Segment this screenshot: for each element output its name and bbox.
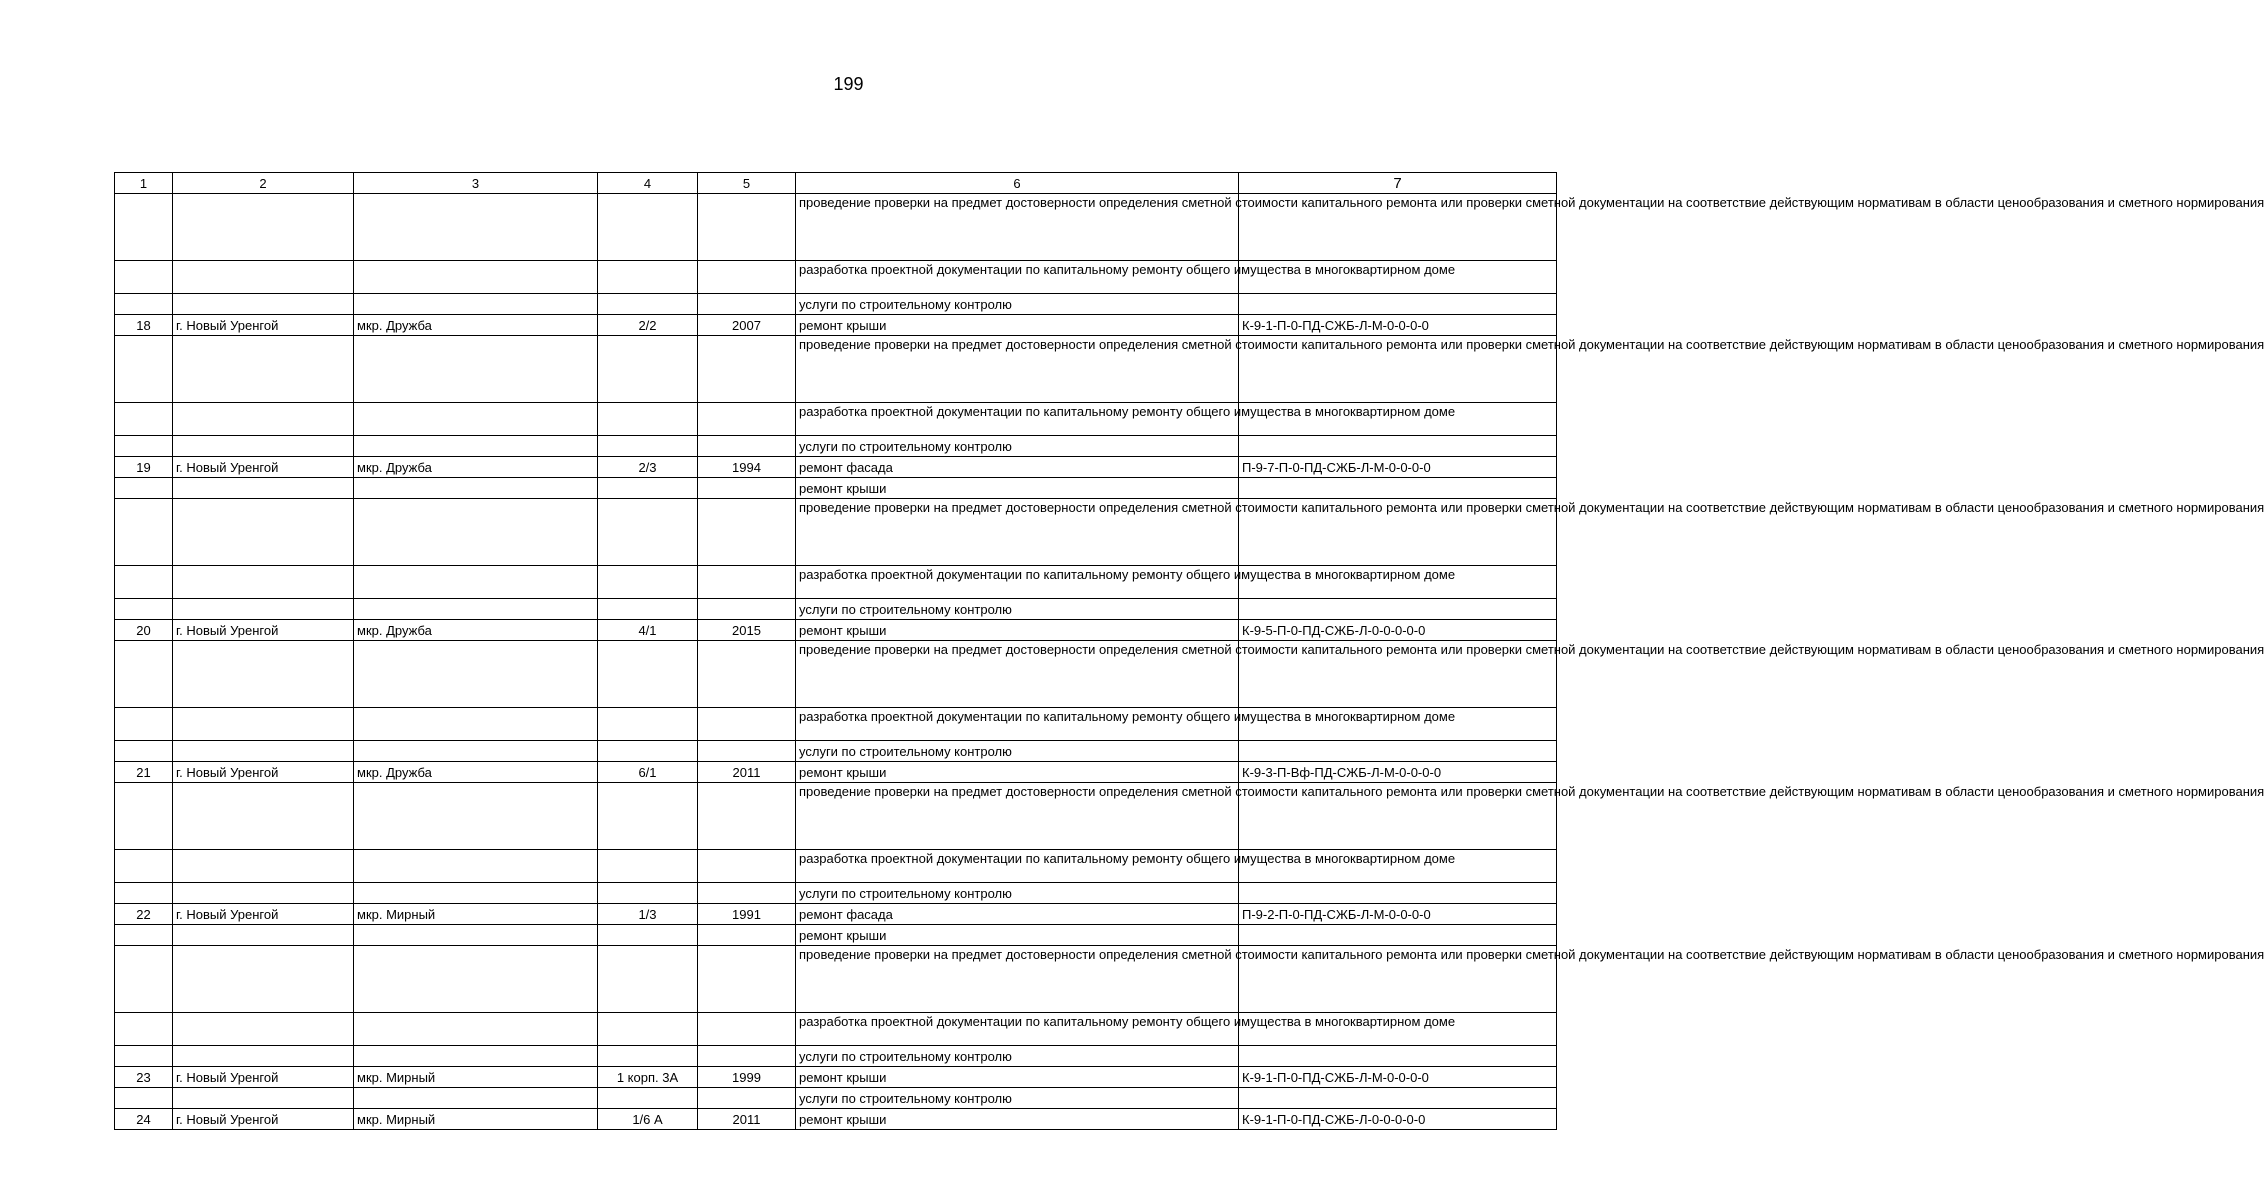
table-row xyxy=(115,261,1557,294)
cell-house-number: 4/1 xyxy=(598,620,698,641)
cell-year-built xyxy=(698,850,796,883)
cell-row-number xyxy=(115,883,173,904)
cell-work-type: разработка проектной документации по капитальному ремонту общего имущества в многоквартирном доме xyxy=(796,261,1239,294)
cell-house-number xyxy=(598,925,698,946)
table-row xyxy=(115,1046,1557,1067)
cell-year-built xyxy=(698,599,796,620)
cell-work-type: разработка проектной документации по капитальному ремонту общего имущества в многоквартирном доме xyxy=(796,708,1239,741)
cell-row-number xyxy=(115,708,173,741)
cell-row-number xyxy=(115,499,173,566)
cell-work-type: ремонт фасада xyxy=(796,904,1239,925)
cell-street xyxy=(354,336,598,403)
cell-work-type: проведение проверки на предмет достоверности определения сметной стоимости капитального ремонта или проверки сметной документации на соответствие действующим нормативам в области ценообразования и сметного нормирования xyxy=(796,194,1239,261)
cell-city: г. Новый Уренгой xyxy=(173,315,354,336)
cell-street xyxy=(354,708,598,741)
cell-house-number xyxy=(598,403,698,436)
cell-street xyxy=(354,883,598,904)
cell-row-number xyxy=(115,336,173,403)
cell-year-built xyxy=(698,336,796,403)
table-row xyxy=(115,1109,1557,1130)
cell-street xyxy=(354,403,598,436)
cell-street xyxy=(354,436,598,457)
cell-city xyxy=(173,883,354,904)
cell-work-type: проведение проверки на предмет достоверности определения сметной стоимости капитального ремонта или проверки сметной документации на соответствие действующим нормативам в области ценообразования и сметного нормирования xyxy=(796,946,1239,1013)
table-row xyxy=(115,457,1557,478)
table-row xyxy=(115,599,1557,620)
cell-house-number xyxy=(598,641,698,708)
cell-row-number: 18 xyxy=(115,315,173,336)
cell-row-number xyxy=(115,403,173,436)
cell-year-built xyxy=(698,925,796,946)
cell-house-number: 1/3 xyxy=(598,904,698,925)
cell-city xyxy=(173,641,354,708)
cell-house-number xyxy=(598,946,698,1013)
table-row xyxy=(115,315,1557,336)
cell-year-built xyxy=(698,946,796,1013)
table-row xyxy=(115,1013,1557,1046)
cell-city xyxy=(173,946,354,1013)
table-row xyxy=(115,194,1557,261)
cell-year-built: 2011 xyxy=(698,762,796,783)
cell-city xyxy=(173,925,354,946)
cell-street xyxy=(354,599,598,620)
cell-year-built xyxy=(698,783,796,850)
table-row xyxy=(115,336,1557,403)
header-col-7: 7 xyxy=(1239,173,1557,194)
cell-year-built xyxy=(698,641,796,708)
cell-street xyxy=(354,850,598,883)
cell-house-number xyxy=(598,850,698,883)
cell-house-number xyxy=(598,478,698,499)
header-col-5: 5 xyxy=(698,173,796,194)
table-row xyxy=(115,294,1557,315)
cell-city xyxy=(173,599,354,620)
cell-year-built: 1994 xyxy=(698,457,796,478)
cell-house-number xyxy=(598,783,698,850)
cell-street xyxy=(354,1046,598,1067)
cell-house-number: 2/2 xyxy=(598,315,698,336)
cell-building-code: К-9-3-П-Вф-ПД-СЖБ-Л-М-0-0-0-0 xyxy=(1239,762,1557,783)
table-body xyxy=(115,194,2264,1130)
cell-house-number xyxy=(598,261,698,294)
cell-row-number xyxy=(115,294,173,315)
cell-year-built: 1991 xyxy=(698,904,796,925)
cell-work-type: ремонт крыши xyxy=(796,478,1239,499)
cell-work-type: проведение проверки на предмет достоверности определения сметной стоимости капитального ремонта или проверки сметной документации на соответствие действующим нормативам в области ценообразования и сметного нормирования xyxy=(796,499,1239,566)
cell-city xyxy=(173,436,354,457)
cell-row-number: 21 xyxy=(115,762,173,783)
cell-row-number xyxy=(115,946,173,1013)
cell-street xyxy=(354,499,598,566)
header-col-2: 2 xyxy=(173,173,354,194)
cell-house-number xyxy=(598,599,698,620)
table-row xyxy=(115,925,1557,946)
cell-work-type: ремонт крыши xyxy=(796,620,1239,641)
cell-year-built xyxy=(698,566,796,599)
cell-year-built xyxy=(698,741,796,762)
cell-year-built: 2007 xyxy=(698,315,796,336)
cell-row-number xyxy=(115,741,173,762)
cell-row-number xyxy=(115,599,173,620)
cell-city xyxy=(173,1013,354,1046)
cell-row-number xyxy=(115,478,173,499)
cell-building-code xyxy=(1239,741,1557,762)
cell-row-number xyxy=(115,850,173,883)
cell-row-number xyxy=(115,641,173,708)
cell-year-built xyxy=(698,1046,796,1067)
cell-year-built xyxy=(698,499,796,566)
cell-city xyxy=(173,741,354,762)
header-col-3: 3 xyxy=(354,173,598,194)
cell-row-number xyxy=(115,194,173,261)
cell-work-type: услуги по строительному контролю xyxy=(796,1088,1239,1109)
cell-building-code: П-9-7-П-0-ПД-СЖБ-Л-М-0-0-0-0 xyxy=(1239,457,1557,478)
cell-house-number: 6/1 xyxy=(598,762,698,783)
cell-row-number xyxy=(115,261,173,294)
cell-work-type: ремонт крыши xyxy=(796,315,1239,336)
page-number: 199 xyxy=(833,74,864,94)
cell-building-code xyxy=(1239,925,1557,946)
cell-work-type: ремонт крыши xyxy=(796,1067,1239,1088)
cell-row-number: 24 xyxy=(115,1109,173,1130)
table-row xyxy=(115,620,1557,641)
cell-building-code: П-9-2-П-0-ПД-СЖБ-Л-М-0-0-0-0 xyxy=(1239,904,1557,925)
cell-house-number xyxy=(598,741,698,762)
cell-work-type: разработка проектной документации по капитальному ремонту общего имущества в многоквартирном доме xyxy=(796,566,1239,599)
cell-work-type: услуги по строительному контролю xyxy=(796,599,1239,620)
table-row xyxy=(115,1088,1557,1109)
cell-year-built: 2015 xyxy=(698,620,796,641)
cell-city: г. Новый Уренгой xyxy=(173,620,354,641)
cell-year-built xyxy=(698,478,796,499)
cell-street: мкр. Мирный xyxy=(354,1067,598,1088)
cell-building-code xyxy=(1239,436,1557,457)
cell-year-built xyxy=(698,1013,796,1046)
cell-year-built xyxy=(698,436,796,457)
cell-row-number: 22 xyxy=(115,904,173,925)
table-row xyxy=(115,641,1557,708)
table-row xyxy=(115,946,1557,1013)
cell-year-built: 1999 xyxy=(698,1067,796,1088)
cell-street: мкр. Дружба xyxy=(354,457,598,478)
cell-work-type: ремонт крыши xyxy=(796,762,1239,783)
cell-row-number xyxy=(115,783,173,850)
cell-house-number xyxy=(598,1088,698,1109)
cell-building-code: К-9-1-П-0-ПД-СЖБ-Л-М-0-0-0-0 xyxy=(1239,315,1557,336)
cell-row-number: 19 xyxy=(115,457,173,478)
cell-building-code xyxy=(1239,599,1557,620)
header-col-1: 1 xyxy=(115,173,173,194)
cell-city xyxy=(173,783,354,850)
cell-building-code xyxy=(1239,478,1557,499)
cell-year-built xyxy=(698,708,796,741)
cell-house-number: 1/6 А xyxy=(598,1109,698,1130)
cell-house-number xyxy=(598,499,698,566)
cell-street: мкр. Мирный xyxy=(354,904,598,925)
cell-year-built xyxy=(698,403,796,436)
cell-year-built xyxy=(698,1088,796,1109)
cell-row-number xyxy=(115,566,173,599)
cell-street: мкр. Мирный xyxy=(354,1109,598,1130)
cell-city xyxy=(173,850,354,883)
cell-building-code: К-9-1-П-0-ПД-СЖБ-Л-М-0-0-0-0 xyxy=(1239,1067,1557,1088)
table-row xyxy=(115,436,1557,457)
table-row xyxy=(115,478,1557,499)
cell-street xyxy=(354,925,598,946)
cell-year-built: 2011 xyxy=(698,1109,796,1130)
cell-city: г. Новый Уренгой xyxy=(173,1067,354,1088)
cell-house-number xyxy=(598,1046,698,1067)
cell-street xyxy=(354,261,598,294)
cell-city xyxy=(173,403,354,436)
cell-building-code: К-9-1-П-0-ПД-СЖБ-Л-0-0-0-0-0 xyxy=(1239,1109,1557,1130)
cell-street: мкр. Дружба xyxy=(354,315,598,336)
cell-house-number xyxy=(598,436,698,457)
cell-street xyxy=(354,194,598,261)
header-col-6: 6 xyxy=(796,173,1239,194)
cell-house-number xyxy=(598,566,698,599)
table-row xyxy=(115,904,1557,925)
table-row xyxy=(115,883,1557,904)
cell-work-type: ремонт крыши xyxy=(796,1109,1239,1130)
cell-city: г. Новый Уренгой xyxy=(173,1109,354,1130)
cell-city xyxy=(173,294,354,315)
cell-city xyxy=(173,336,354,403)
cell-house-number: 1 корп. 3А xyxy=(598,1067,698,1088)
cell-work-type: проведение проверки на предмет достоверности определения сметной стоимости капитального ремонта или проверки сметной документации на соответствие действующим нормативам в области ценообразования и сметного нормирования xyxy=(796,336,1239,403)
cell-city: г. Новый Уренгой xyxy=(173,762,354,783)
cell-row-number xyxy=(115,1013,173,1046)
cell-work-type: услуги по строительному контролю xyxy=(796,294,1239,315)
cell-building-code xyxy=(1239,883,1557,904)
cell-work-type: услуги по строительному контролю xyxy=(796,883,1239,904)
cell-street: мкр. Дружба xyxy=(354,762,598,783)
cell-street xyxy=(354,641,598,708)
capital-repair-table xyxy=(114,172,2264,1130)
cell-year-built xyxy=(698,194,796,261)
cell-city xyxy=(173,478,354,499)
cell-street xyxy=(354,946,598,1013)
cell-city xyxy=(173,1046,354,1067)
cell-city xyxy=(173,194,354,261)
table-row xyxy=(115,708,1557,741)
cell-city xyxy=(173,261,354,294)
cell-house-number xyxy=(598,294,698,315)
cell-building-code: К-9-5-П-0-ПД-СЖБ-Л-0-0-0-0-0 xyxy=(1239,620,1557,641)
cell-row-number xyxy=(115,1088,173,1109)
cell-work-type: проведение проверки на предмет достоверности определения сметной стоимости капитального ремонта или проверки сметной документации на соответствие действующим нормативам в области ценообразования и сметного нормирования xyxy=(796,641,1239,708)
table-row xyxy=(115,762,1557,783)
table-row xyxy=(115,1067,1557,1088)
cell-house-number xyxy=(598,883,698,904)
cell-street xyxy=(354,741,598,762)
cell-row-number: 20 xyxy=(115,620,173,641)
cell-street xyxy=(354,1088,598,1109)
table-row xyxy=(115,783,1557,850)
cell-city xyxy=(173,1088,354,1109)
cell-row-number xyxy=(115,1046,173,1067)
cell-work-type: ремонт крыши xyxy=(796,925,1239,946)
cell-house-number xyxy=(598,194,698,261)
cell-work-type: разработка проектной документации по капитальному ремонту общего имущества в многоквартирном доме xyxy=(796,1013,1239,1046)
cell-city xyxy=(173,499,354,566)
cell-house-number xyxy=(598,1013,698,1046)
cell-city: г. Новый Уренгой xyxy=(173,457,354,478)
cell-year-built xyxy=(698,261,796,294)
cell-house-number xyxy=(598,336,698,403)
cell-row-number xyxy=(115,925,173,946)
cell-work-type: ремонт фасада xyxy=(796,457,1239,478)
cell-building-code xyxy=(1239,294,1557,315)
table-row xyxy=(115,499,1557,566)
table-row xyxy=(115,741,1557,762)
cell-year-built xyxy=(698,883,796,904)
header-col-4: 4 xyxy=(598,173,698,194)
cell-work-type: услуги по строительному контролю xyxy=(796,436,1239,457)
cell-work-type: услуги по строительному контролю xyxy=(796,741,1239,762)
cell-street xyxy=(354,1013,598,1046)
cell-house-number: 2/3 xyxy=(598,457,698,478)
cell-street xyxy=(354,566,598,599)
cell-row-number xyxy=(115,436,173,457)
cell-year-built xyxy=(698,294,796,315)
table-row xyxy=(115,566,1557,599)
table-row xyxy=(115,403,1557,436)
header-row xyxy=(115,173,1557,194)
cell-work-type: проведение проверки на предмет достоверности определения сметной стоимости капитального ремонта или проверки сметной документации на соответствие действующим нормативам в области ценообразования и сметного нормирования xyxy=(796,783,1239,850)
cell-work-type: услуги по строительному контролю xyxy=(796,1046,1239,1067)
cell-street xyxy=(354,478,598,499)
table-row xyxy=(115,850,1557,883)
cell-city xyxy=(173,566,354,599)
cell-building-code xyxy=(1239,1088,1557,1109)
cell-street xyxy=(354,783,598,850)
cell-work-type: разработка проектной документации по капитальному ремонту общего имущества в многоквартирном доме xyxy=(796,850,1239,883)
cell-street xyxy=(354,294,598,315)
cell-street: мкр. Дружба xyxy=(354,620,598,641)
cell-city: г. Новый Уренгой xyxy=(173,904,354,925)
cell-row-number: 23 xyxy=(115,1067,173,1088)
cell-building-code xyxy=(1239,1046,1557,1067)
cell-city xyxy=(173,708,354,741)
cell-work-type: разработка проектной документации по капитальному ремонту общего имущества в многоквартирном доме xyxy=(796,403,1239,436)
cell-house-number xyxy=(598,708,698,741)
